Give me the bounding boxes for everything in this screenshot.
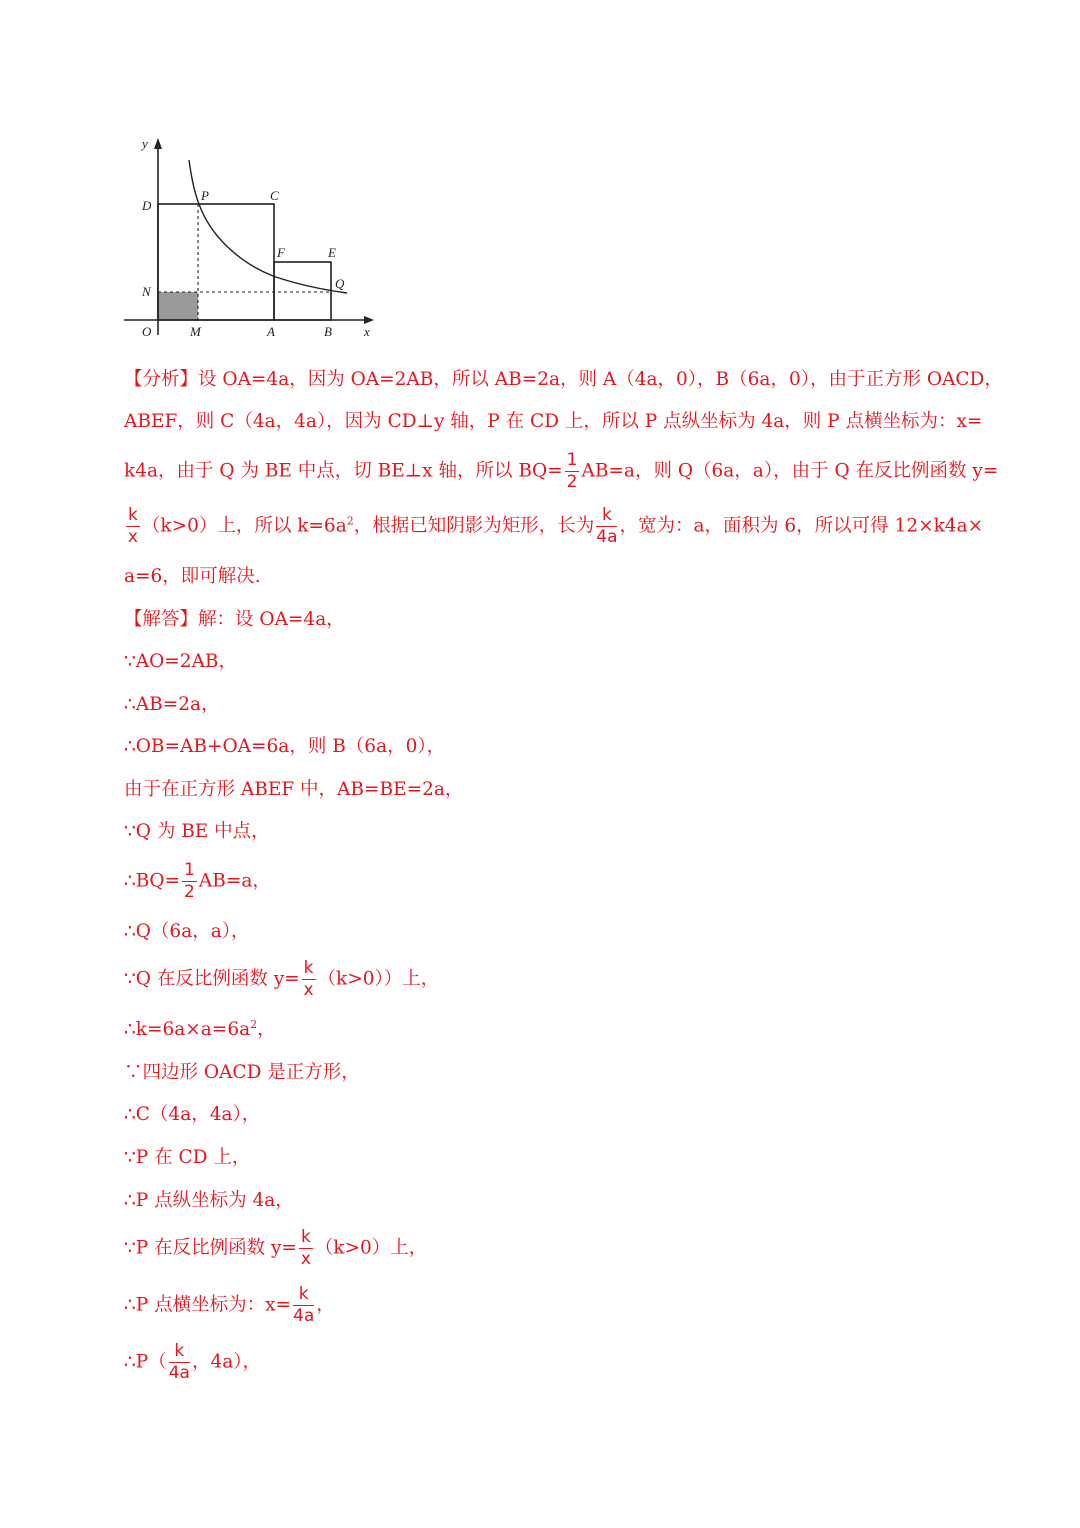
solution-line-17: ∴P（ $\frac{k}{4a}$ ，4a）， (124, 1341, 262, 1383)
solution-line-3: ∴AB=2a， (124, 694, 220, 715)
solution-line-6: ∵Q 为 BE 中点， (124, 821, 270, 842)
fraction-k-over-4a: $\frac{k}{4a}$ (596, 505, 618, 547)
coordinate-figure (118, 132, 388, 347)
solution-line-16: ∴P 点横坐标为：x= $\frac{k}{4a}$ ， (124, 1284, 335, 1326)
label-x: x (364, 324, 370, 339)
analysis-line-1: 【分析】设 OA=4a，因为 OA=2AB，所以 AB=2a，则 A（4a，0），B（6a，0），由于正方形 OACD， (124, 369, 1003, 390)
solution-line-13: ∵P 在 CD 上， (124, 1147, 251, 1168)
fraction-k-over-x: $\frac{k}{x}$ (127, 505, 138, 547)
shaded-rectangle (158, 292, 198, 320)
label-p: P (201, 188, 209, 203)
solution-line-1: 【解答】解：设 OA=4a， (124, 609, 345, 630)
label-b: B (324, 324, 332, 339)
solution-tag: 【解答】 (124, 609, 199, 630)
fraction-k-over-4a: $\frac{k}{4a}$ (168, 1341, 190, 1383)
solution-line-14: ∴P 点纵坐标为 4a， (124, 1190, 294, 1211)
solution-line-4: ∴OB=AB+OA=6a，则 B（6a，0）， (124, 736, 446, 757)
label-o: O (142, 324, 152, 339)
fraction-k-over-4a: $\frac{k}{4a}$ (293, 1284, 315, 1326)
label-d: D (142, 198, 152, 213)
solution-line-15: ∵P 在反比例函数 y= $\frac{k}{x}$ （k>0）上， (124, 1227, 428, 1269)
solution-line-7: ∴BQ= $\frac{1}{2}$ AB=a， (124, 860, 271, 902)
label-e: E (328, 245, 336, 260)
label-q: Q (335, 276, 345, 291)
analysis-line-2: ABEF，则 C（4a，4a），因为 CD⊥y 轴，P 在 CD 上，所以 P 点纵坐标为 4a，则 P 点横坐标为：x= (124, 411, 983, 432)
analysis-line-4: $\frac{k}{x}$ （k>0）上，所以 $k=6a^2$，根据已知阴影为矩形，长为 $\frac{k}{4a}$ ，宽为：a，面积为 6，所以可得 12×k4a× (127, 505, 984, 547)
label-y: y (142, 136, 148, 151)
analysis-line-5: a=6，即可解决. (124, 566, 261, 587)
hyperbola-curve (189, 160, 347, 293)
fraction-k-over-x: $\frac{k}{x}$ (300, 1227, 311, 1269)
analysis-line-3: k4a，由于 Q 为 BE 中点，切 BE⊥x 轴，所以 BQ= $\frac{1}{2}$ AB=a，则 Q（6a，a），由于 Q 在反比例函数 y= (124, 450, 999, 492)
solution-line-11: ∵四边形 OACD 是正方形， (124, 1062, 360, 1083)
solution-line-5: 由于在正方形 ABEF 中，AB=BE=2a， (124, 779, 464, 800)
label-n: N (142, 284, 151, 299)
x-axis-arrow (364, 316, 374, 324)
fraction-k-over-x: $\frac{k}{x}$ (303, 958, 314, 1000)
solution-line-10: $\therefore k=6a\times a=6a^2$， (124, 1017, 276, 1040)
square-abef (274, 262, 331, 320)
label-a: A (267, 324, 275, 339)
solution-line-8: ∴Q（6a，a）， (124, 921, 250, 942)
fraction-one-half: $\frac{1}{2}$ (566, 450, 578, 492)
solution-line-9: ∵Q 在反比例函数 y= $\frac{k}{x}$ （k>0））上， (124, 958, 440, 1000)
label-m: M (190, 324, 201, 339)
fraction-one-half: $\frac{1}{2}$ (184, 860, 195, 902)
analysis-tag: 【分析】 (124, 369, 199, 390)
solution-line-2: ∵AO=2AB， (124, 651, 238, 672)
label-c: C (270, 188, 279, 203)
label-f: F (277, 245, 285, 260)
y-axis-arrow (154, 138, 162, 149)
solution-line-12: ∴C（4a，4a）， (124, 1104, 261, 1125)
